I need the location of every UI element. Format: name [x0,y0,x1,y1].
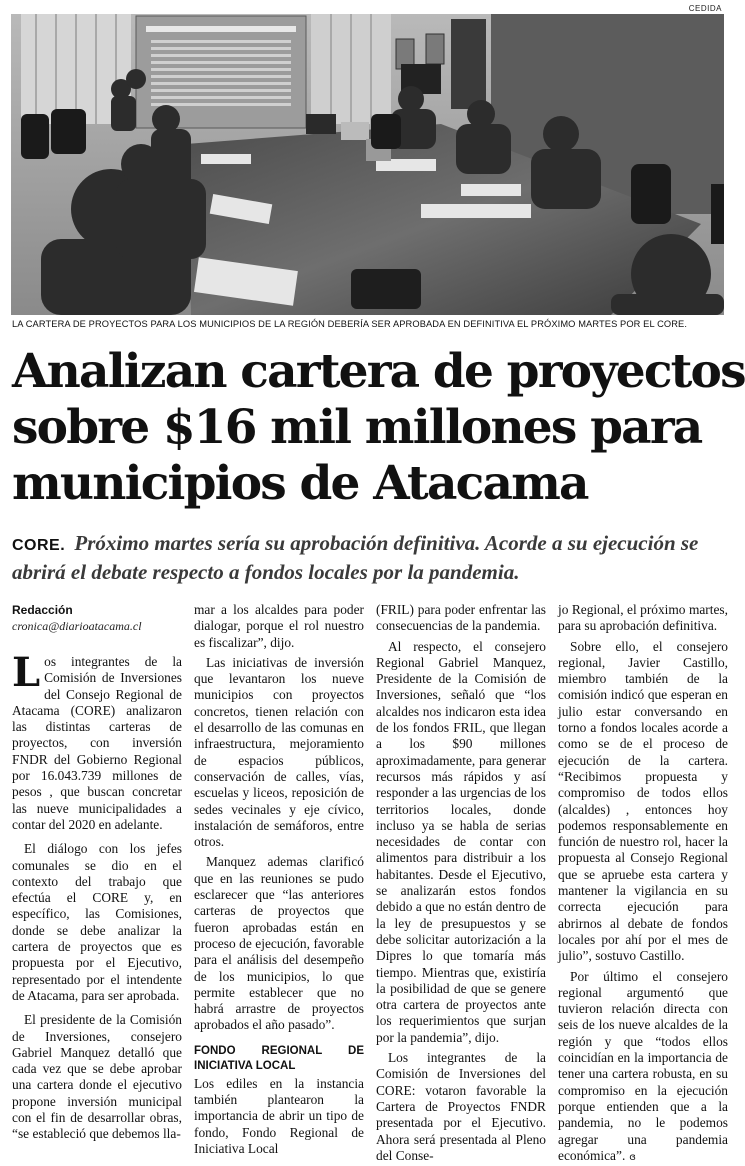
column-1 [12,602,182,1143]
end-mark-icon: ɞ [629,1151,636,1163]
headline-line: municipios de Atacama [12,456,588,511]
drop-cap: L [12,649,41,696]
photo-credit: CEDIDA [688,4,722,13]
byline-author: Redacción [12,603,73,617]
paragraph-text: os integrantes de la Comisión de Inversiones del Consejo Regional de Atacama (CORE) analizaron las distintas carteras de proyectos, con inversión FNDR del Gobierno Regional por 16.043.739 millones de pesos , que buscan concretar las nueve municipalidades a contar del 2020 en adelante. [12,654,182,832]
column-2 [194,602,364,1157]
subhead: FONDO REGIONAL DE INICIATIVA LOCAL [194,1044,364,1072]
paragraph: jo Regional, el próximo martes, para su aprobación definitiva. [558,602,728,634]
paragraph: Sobre ello, el consejero regional, Javier Castillo, miembro también de la comisión indicó que esperan en julio estar conversando en torno a fondos locales acorde a como se de el proceso de ejecución de la cartera. “Recibimos propuesta y compromiso de todos ellos (alcaldes) , entonces hoy podemos responsablemente en función de nuestro rol, hacer la propuesta al Consejo Regional que se apruebe esta cartera y mantener la vigilancia en su correcta ejecución para abrirnos al debate de fondos locales por ahí por el mes de julio”, sostuvo Castillo. [558,638,728,964]
meeting-photo [11,14,724,315]
headline-line: Analizan cartera de proyectos [12,344,745,399]
photo-caption: LA CARTERA DE PROYECTOS PARA LOS MUNICIPIOS DE LA REGIÓN DEBERÍA SER APROBADA EN DEFINITIVA EL PRÓXIMO MARTES POR EL CORE. [12,319,688,329]
byline-email: cronica@diarioatacama.cl [12,619,142,633]
deck-text: Próximo martes sería su aprobación definitiva. Acorde a su ejecución se abrirá el debate respecto a fondos locales por la pandemia. [12,531,699,584]
paragraph: El presidente de la Comisión de Inversiones, consejero Gabriel Manquez detalló que cada vez que se debe aprobar una cartera donde el ejecutivo propone inversión municipal con el fin de desarrollar obras, “se estableció que debemos lla- [12,1012,182,1142]
paragraph: Al respecto, el consejero Regional Gabriel Manquez, Presidente de la Comisión de Inversiones, señaló que “los alcaldes nos indicaron esta idea de los fondos FRIL, que llegan a los $90 millones aproximadamente, para generar recursos más rápidos y así responder a las urgencias de los territorios locales, donde incluso ya se habla de serias necesidades de contar con alimentos para distribuir a los habitantes. Desde el Ejecutivo, se analizarán estos fondos debido a que no están dentro de la ley de presupuestos y se debe solicitar autorización a la Dipres lo que tomaría más tiempo. Mientras que, existiría la posibilidad de que se genere otra cartera de proyectos ante los requerimientos que surjan por la pandemia”, dijo. [376,638,546,1045]
paragraph: (FRIL) para poder enfrentar las consecuencias de la pandemia. [376,602,546,634]
column-4 [558,602,728,1166]
deck-kicker: CORE. [12,537,66,554]
deck [12,530,724,585]
article-body [12,602,728,1163]
paragraph: mar a los alcaldes para poder dialogar, porque el rol nuestro es fiscalizar”, dijo. [194,602,364,650]
headline-line: sobre $16 mil millones para [12,400,702,455]
column-3 [376,602,546,1164]
paragraph: Las iniciativas de inversión que levantaron los nueve municipios con proyectos concretos, tienen relación con el desarrollo de las comunas en infraestructura, mejoramiento de espacios públicos, conservación de calles, vías, escuelas y liceos, reposición de sedes vecinales y eje cívico, instalación de semáforos, entre otros. [194,654,364,850]
paragraph: Los integrantes de la Comisión de Inversiones del CORE: votaron favorable la Cartera de Proyectos FNDR presentada por el Ejecutivo. Ahora será presentada al Pleno del Conse- [376,1050,546,1163]
paragraph: El diálogo con los jefes comunales se dio en el contexto del trabajo que efectúa el CORE y, en específico, las Comisiones, donde se debe analizar la cartera de proyectos que es propuesta por el Ejecutivo, representado por el intendente de Atacama, para ser aprobada. [12,841,182,1003]
paragraph-text: Por último el consejero regional argumentó que tuvieron relación directa con seis de los nueve alcaldes de la región y que “todos ellos coincidían en la importancia de tener una cartera robusta, en su compromiso en la ejecución porque entienden que a la pandemia, no le podemos agregar una pandemia económica”. [558,968,728,1163]
paragraph: Los ediles en la instancia también plantearon la importancia de abrir un tipo de fondo, Fondo Regional de Iniciativa Local [194,1075,364,1156]
paragraph [12,649,182,833]
paragraph [558,969,728,1166]
paragraph: Manquez ademas clarificó que en las reuniones se pudo esclarecer que “las anteriores carteras de proyectos que fueron aprobadas están en proceso de ejecución, favorable para el análisis del desempeño de los municipios, lo que permite establecer que no habrá arrastre de proyectos aprobados el año pasado”. [194,854,364,1033]
headline [12,344,745,512]
